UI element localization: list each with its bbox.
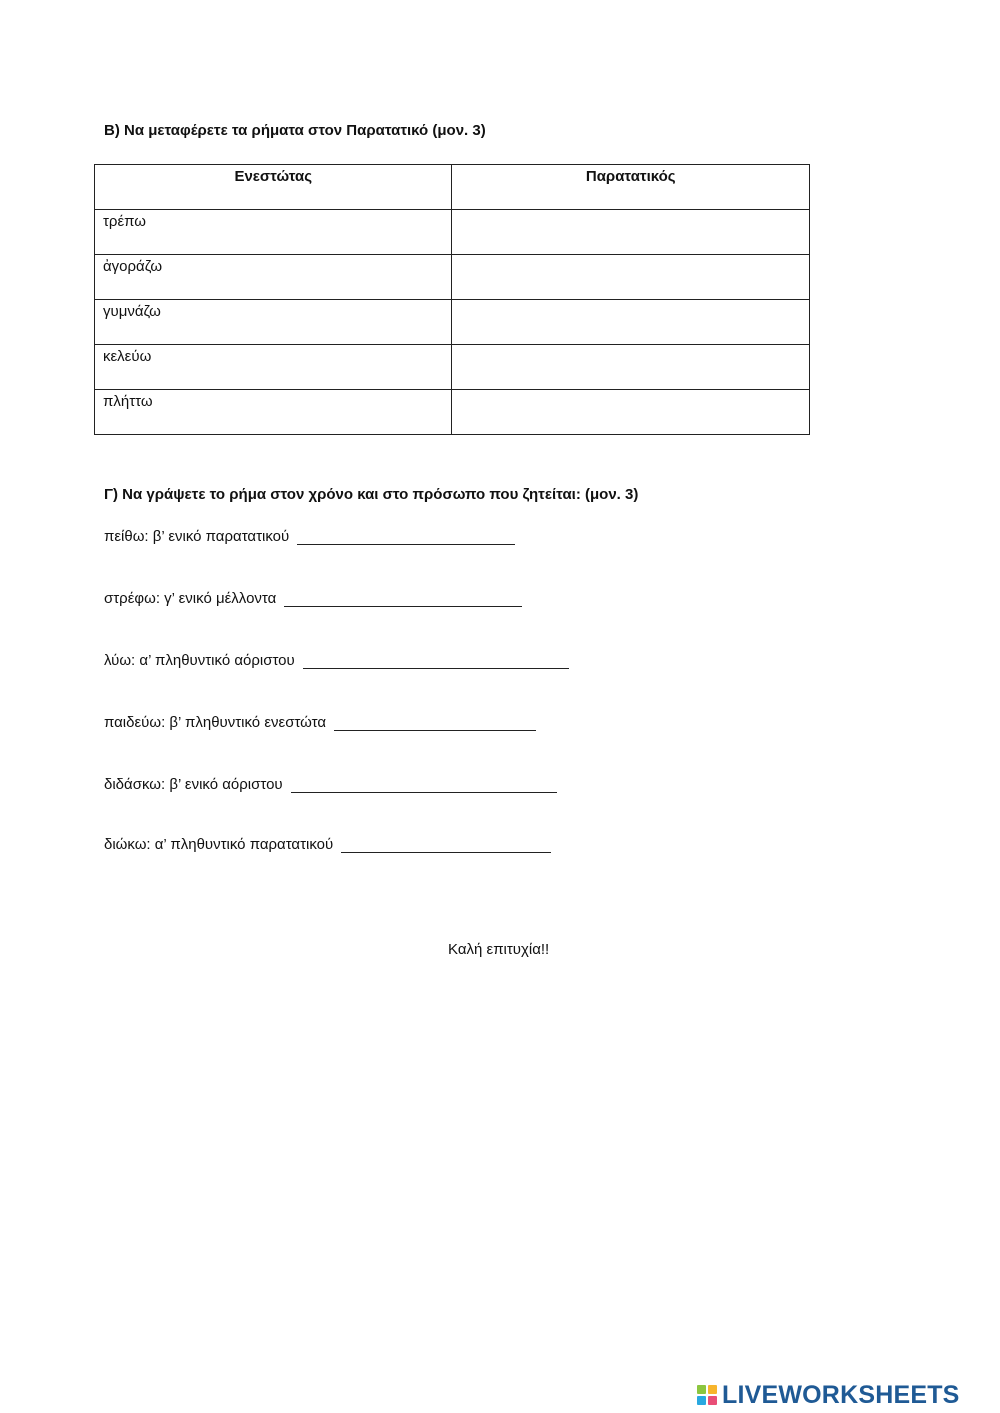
question-item — [104, 776, 557, 793]
imperfect-answer-cell[interactable] — [452, 300, 810, 345]
table-header-row — [95, 165, 810, 210]
question-item — [104, 714, 536, 731]
answer-blank-input[interactable] — [334, 714, 536, 731]
question-prompt: λύω: α’ πληθυντικό αόριστου — [104, 652, 295, 669]
liveworksheets-logo — [697, 1380, 960, 1410]
verb-conversion-table — [94, 164, 810, 435]
logo-tile-icon — [708, 1396, 717, 1405]
answer-blank-input[interactable] — [291, 776, 557, 793]
present-verb-cell: πλήττω — [95, 390, 452, 435]
logo-tile-icon — [697, 1385, 706, 1394]
question-prompt: στρέφω: γ’ ενικό μέλλοντα — [104, 590, 277, 607]
answer-blank-input[interactable] — [341, 836, 551, 853]
question-prompt: διδάσκω: β’ ενικό αόριστου — [104, 776, 283, 793]
present-verb-cell: ἀγοράζω — [95, 255, 452, 300]
imperfect-answer-cell[interactable] — [452, 255, 810, 300]
imperfect-answer-cell[interactable] — [452, 345, 810, 390]
imperfect-answer-cell[interactable] — [452, 210, 810, 255]
question-item — [104, 836, 551, 853]
question-item — [104, 652, 569, 669]
present-verb-cell: γυμνάζω — [95, 300, 452, 345]
table-row — [95, 210, 810, 255]
section-c-title: Γ) Να γράψετε το ρήμα στον χρόνο και στο πρόσωπο που ζητείται: (μον. 3) — [104, 486, 639, 503]
answer-blank-input[interactable] — [297, 528, 515, 545]
section-b-title: Β) Να μεταφέρετε τα ρήματα στον Παρατατικό (μον. 3) — [104, 122, 486, 139]
question-item — [104, 590, 522, 607]
table-row — [95, 390, 810, 435]
question-prompt: πείθω: β’ ενικό παρατατικού — [104, 528, 290, 545]
logo-tile-icon — [708, 1385, 717, 1394]
question-item — [104, 528, 515, 545]
imperfect-answer-cell[interactable] — [452, 390, 810, 435]
table-row — [95, 255, 810, 300]
logo-tile-icon — [697, 1396, 706, 1405]
table-row — [95, 345, 810, 390]
closing-message: Καλή επιτυχία!! — [448, 941, 550, 958]
answer-blank-input[interactable] — [303, 652, 569, 669]
present-verb-cell: τρέπω — [95, 210, 452, 255]
question-prompt: διώκω: α’ πληθυντικό παρατατικού — [104, 836, 334, 853]
table-row — [95, 300, 810, 345]
header-present-tense: Ενεστώτας — [95, 165, 452, 210]
question-prompt: παιδεύω: β’ πληθυντικό ενεστώτα — [104, 714, 327, 731]
logo-wordmark: LIVEWORKSHEETS — [722, 1380, 960, 1409]
present-verb-cell: κελεύω — [95, 345, 452, 390]
answer-blank-input[interactable] — [284, 590, 522, 607]
liveworksheets-logo-icon — [697, 1385, 717, 1405]
header-imperfect-tense: Παρατατικός — [452, 165, 810, 210]
